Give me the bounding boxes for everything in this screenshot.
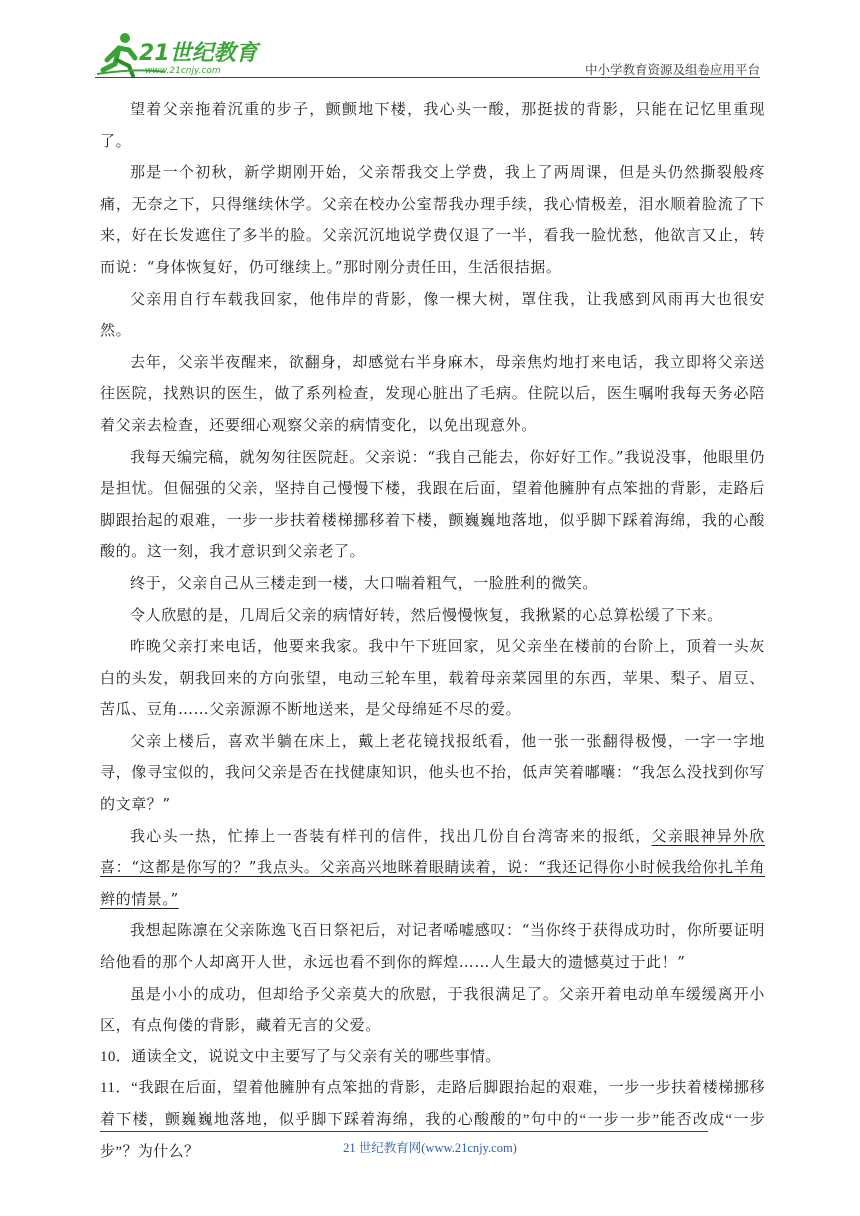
runner-logo-icon <box>95 30 265 78</box>
underlined-sentence: 父亲眼神异外欣喜：“这都是你写的？”我点头。父亲高兴地眯着眼睛读着，说：“我还记得你小时候我给你扎羊角辫的情景。” <box>100 826 766 908</box>
page-footer: 21 世纪教育网(www.21cnjy.com) <box>343 1141 517 1155</box>
paragraph-1: 望着父亲拖着沉重的步子，颤颤地下楼，我心头一酸，那挺拔的背影，只能在记忆里重现了。 <box>100 100 765 150</box>
page-header <box>95 30 760 80</box>
paragraph-10-text: 我心头一热，忙捧上一沓装有样刊的信件，找出几份自台湾寄来的报纸， <box>130 826 652 845</box>
paragraph-8: 昨晚父亲打来电话，他要来我家。我中午下班回家，见父亲坐在楼前的台阶上，顶着一头灰白的头发，朝我回来的方向张望，电动三轮车里，载着母亲菜园里的东西，苹果、梨子、眉豆、苦瓜、豆角……父亲源源不断地送来，是父母绵延不尽的爱。 <box>100 637 765 719</box>
paragraph-6: 终于，父亲自己从三楼走到一楼，大口喘着粗气，一脸胜利的微笑。 <box>130 573 599 592</box>
paragraph-7: 令人欣慰的是，几周后父亲的病情好转，然后慢慢恢复，我揪紧的心总算松缓了下来。 <box>130 605 723 624</box>
platform-name: 中小学教育资源及组卷应用平台 <box>584 62 760 77</box>
paragraph-10 <box>100 821 765 916</box>
paragraph-9: 父亲上楼后，喜欢半躺在床上，戴上老花镜找报纸看，他一张一张翻得极慢，一字一字地寻，像寻宝似的，我问父亲是否在找健康知识，他头也不抬，低声笑着嘟囔：“我怎么没找到你写的文章？” <box>100 731 765 814</box>
paragraph-3: 父亲用自行车载我回家，他伟岸的背影，像一棵大树，罩住我，让我感到风雨再大也很安然。 <box>100 289 765 340</box>
header-divider <box>95 77 760 78</box>
article-body <box>100 94 765 1168</box>
paragraph-5: 我每天编完稿，就匆匆往医院赶。父亲说：“我自己能去，你好好工作。”我说没事，他眼里仍是担忧。但倔强的父亲，坚持自己慢慢下楼，我跟在后面，望着他臃肿有点笨拙的背影，走路后脚跟抬起的艰难，一步一步扶着楼梯挪移着下楼，颤巍巍地落地，似乎脚下踩着海绵，我的心酸酸的。这一刻，我才意识到父亲老了。 <box>100 447 765 561</box>
question-10: 10．通读全文，说说文中主要写了与父亲有关的哪些事情。 <box>100 1048 501 1065</box>
logo <box>95 30 265 78</box>
paragraph-11: 我想起陈凛在父亲陈逸飞百日祭祀后，对记者唏嘘感叹：“当你终于获得成功时，你所要证明给他看的那个人却离开人世，永远也看不到你的辉煌……人生最大的遗憾莫过于此！” <box>100 921 765 972</box>
paragraph-12: 虽是小小的成功，但却给予父亲莫大的欣慰，于我很满足了。父亲开着电动单车缓缓离开小区，有点佝偻的背影，藏着无言的父爱。 <box>100 984 765 1035</box>
question-11: 11．“我跟在后面，望着他臃肿有点笨拙的背影，走路后脚跟抬起的艰难，一步一步扶着楼梯挪移着下楼，颤巍巍地落地，似乎脚下踩着海绵，我的心酸酸的”句中的“一步一步”能否改成“一步步”？为什么？ <box>100 1080 765 1160</box>
paragraph-2: 那是一个初秋，新学期刚开始，父亲帮我交上学费，我上了两周课，但是头仍然撕裂般疼痛，无奈之下，只得继续休学。父亲在校办公室帮我办理手续，我心情极差，泪水顺着脸流了下来，好在长发遮住了多半的脸。父亲沉沉地说学费仅退了一半，看我一脸忧愁，他欲言又止，转而说：“身体恢复好，仍可继续上。”那时刚分责任田，生活很拮据。 <box>100 163 765 276</box>
logo-text: 21世纪教育 <box>139 41 258 66</box>
logo-url: www.21cnjy.com <box>145 66 221 76</box>
footer-divider <box>100 1131 708 1132</box>
paragraph-4: 去年，父亲半夜醒来，欲翻身，却感觉右半身麻木，母亲焦灼地打来电话，我立即将父亲送往医院，找熟识的医生，做了系列检查，发现心脏出了毛病。住院以后，医生嘱咐我每天务必陪着父亲去检查，还要细心观察父亲的病情变化，以免出现意外。 <box>100 352 765 434</box>
